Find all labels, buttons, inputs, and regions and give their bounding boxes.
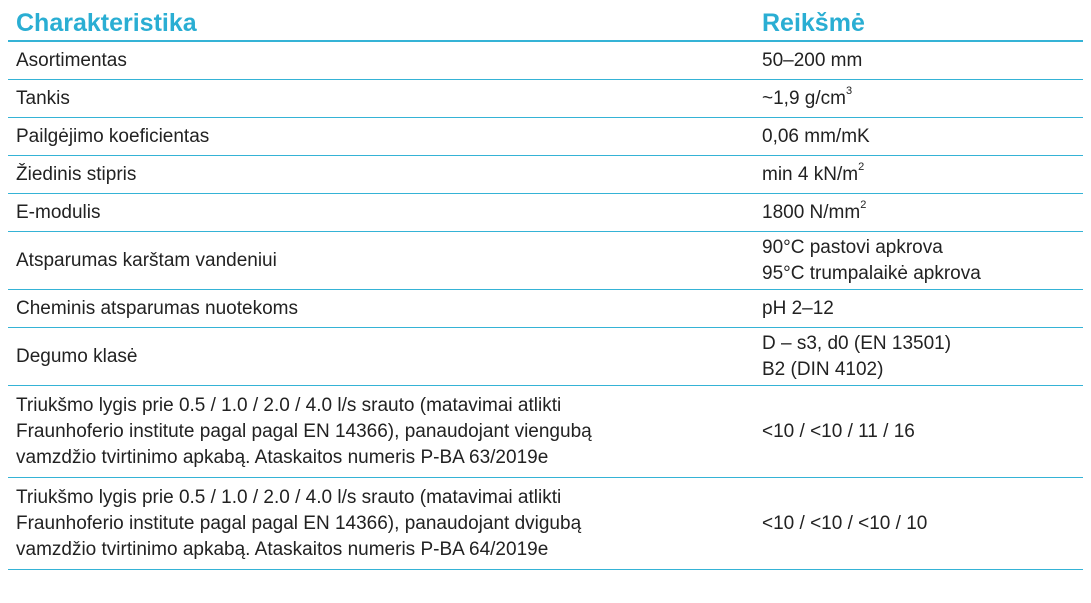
superscript: 2 [860, 199, 867, 212]
row-label [8, 248, 760, 274]
superscript: 3 [845, 85, 853, 98]
row-label [8, 344, 760, 370]
value-line: D – s3, d0 (EN 13501) [762, 332, 952, 354]
header-characteristic: Charakteristika [16, 9, 197, 37]
row-value [760, 124, 1083, 150]
value-line: <10 / <10 / 11 / 16 [762, 420, 915, 442]
label-line: Pailgėjimo koeficientas [16, 125, 210, 147]
label-line: Fraunhoferio institute pagal pagal EN 14366), panaudojant viengubą [16, 420, 592, 442]
label-line: Triukšmo lygis prie 0.5 / 1.0 / 2.0 / 4.0 l/s srauto (matavimai atlikti [16, 486, 562, 508]
row-value [760, 419, 1083, 445]
table-row [8, 232, 1083, 290]
row-value [760, 86, 1083, 112]
value-line [762, 200, 1083, 226]
table-header [8, 0, 1083, 42]
value-line [762, 86, 1083, 112]
label-line: Triukšmo lygis prie 0.5 / 1.0 / 2.0 / 4.0 l/s srauto (matavimai atlikti [16, 394, 562, 416]
value-line: 50–200 mm [762, 49, 863, 71]
value-line: pH 2–12 [762, 297, 834, 319]
superscript: 2 [858, 161, 865, 174]
table-row [8, 156, 1083, 194]
label-line: Atsparumas karštam vandeniui [16, 249, 277, 271]
value-line: 95°C trumpalaikė apkrova [762, 262, 981, 284]
label-line: vamzdžio tvirtinimo apkabą. Ataskaitos numeris P-BA 63/2019e [16, 446, 549, 468]
table-row [8, 386, 1083, 478]
row-value [760, 200, 1083, 226]
label-line: vamzdžio tvirtinimo apkabą. Ataskaitos numeris P-BA 64/2019e [16, 538, 549, 560]
row-value [760, 331, 1083, 383]
value-line: B2 (DIN 4102) [762, 358, 884, 380]
value-line [762, 162, 1083, 188]
header-value: Reikšmė [762, 9, 865, 37]
value-line: 90°C pastovi apkrova [762, 236, 943, 258]
table-row [8, 328, 1083, 386]
table-row [8, 42, 1083, 80]
table-row [8, 290, 1083, 328]
value-text: min 4 kN/m [762, 163, 859, 185]
row-label [8, 485, 760, 563]
table-row [8, 118, 1083, 156]
row-label [8, 296, 760, 322]
table-row [8, 80, 1083, 118]
value-line: 0,06 mm/mK [762, 125, 870, 147]
row-label [8, 86, 760, 112]
row-label [8, 162, 760, 188]
row-value [760, 48, 1083, 74]
row-label [8, 200, 760, 226]
value-text: 1800 N/mm [762, 201, 861, 223]
row-value [760, 296, 1083, 322]
table-row [8, 194, 1083, 232]
row-value [760, 511, 1083, 537]
row-value [760, 162, 1083, 188]
label-line: E-modulis [16, 201, 101, 223]
value-text: ~1,9 g/cm [762, 87, 846, 109]
label-line: Asortimentas [16, 49, 127, 71]
row-label [8, 48, 760, 74]
label-line: Žiedinis stipris [16, 163, 137, 185]
label-line: Tankis [16, 87, 70, 109]
row-label [8, 124, 760, 150]
row-label [8, 393, 760, 471]
label-line: Degumo klasė [16, 345, 138, 367]
spec-table [8, 0, 1083, 570]
label-line: Cheminis atsparumas nuotekoms [16, 297, 298, 319]
value-line: <10 / <10 / <10 / 10 [762, 512, 928, 534]
row-value [760, 235, 1083, 287]
table-row [8, 478, 1083, 570]
label-line: Fraunhoferio institute pagal pagal EN 14366), panaudojant dvigubą [16, 512, 582, 534]
